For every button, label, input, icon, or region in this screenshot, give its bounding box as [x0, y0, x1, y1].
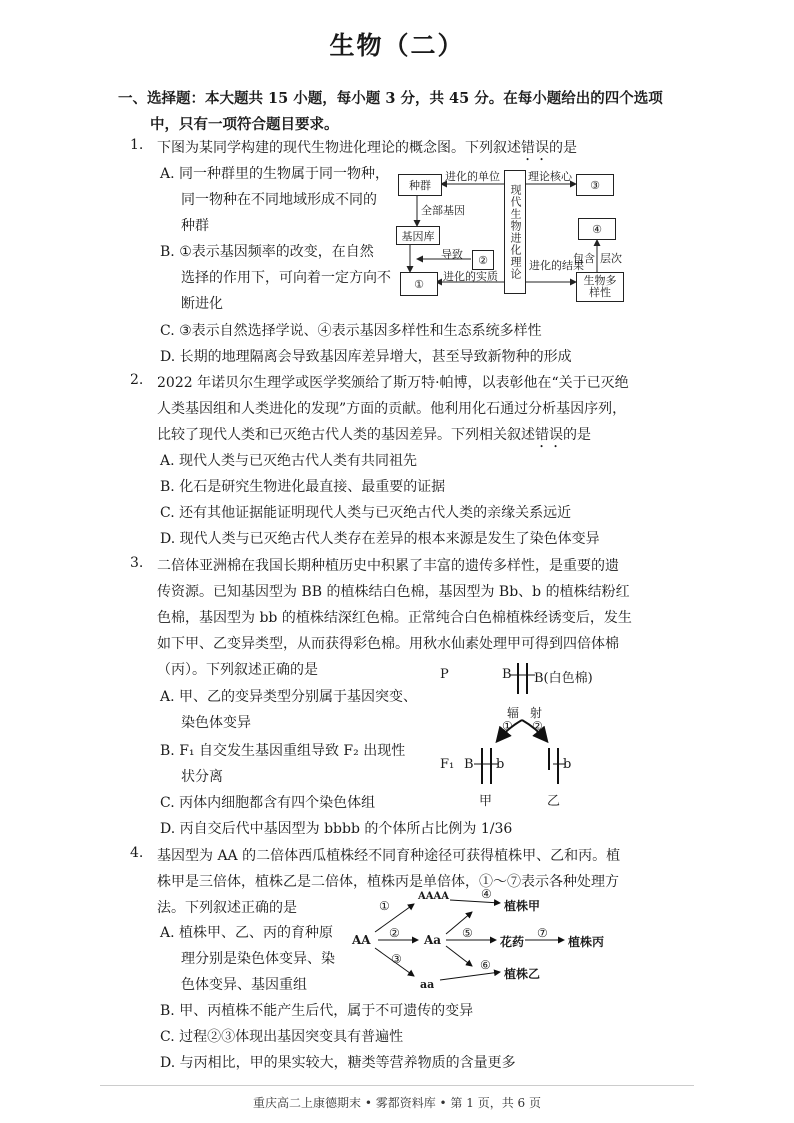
- q3-label-jia-b-small: b: [496, 757, 505, 772]
- q1-option-b-line3: 断进化: [181, 296, 223, 312]
- biodiversity-box: 生物多样性: [576, 272, 624, 302]
- q4-label-c7: ⑦: [537, 926, 548, 940]
- q4-option-d: D. 与丙相比，甲的果实较大，糖类等营养物质的含量更多: [160, 1055, 516, 1071]
- q3-stem-line2: 传资源。已知基因型为 BB 的植株结白色棉，基因型为 Bb、b 的植株结粉红: [157, 584, 630, 600]
- label-lead-to: 导致: [441, 248, 463, 261]
- q3-option-c: C. 丙体内细胞都含有四个染色体组: [160, 795, 376, 811]
- q1-option-b-line2: 选择的作用下，可向着一定方向不: [181, 270, 391, 286]
- q4-option-c: C. 过程②③体现出基因突变具有普遍性: [160, 1029, 404, 1045]
- circle3-box: ③: [576, 174, 614, 196]
- label-result: 进化的结果: [529, 259, 584, 272]
- section-header-line2: 中，只有一项符合题目要求。: [150, 116, 339, 133]
- q4-label-aa-hetero: Aa: [424, 933, 442, 947]
- q3-label-yi-b: b: [563, 757, 572, 772]
- q4-number: 4.: [130, 845, 144, 861]
- q4-label-plant-c: 植株丙: [568, 935, 605, 949]
- q3-label-jia-b-big: B: [464, 757, 474, 772]
- q1-option-a-line1: A. 同一种群里的生物属于同一物种，: [160, 166, 390, 182]
- q3-stem-line1: 二倍体亚洲棉在我国长期种植历史中积累了丰富的遗传多样性，是重要的遗: [157, 558, 619, 574]
- q4-label-aaaa: AAAA: [418, 891, 450, 902]
- label-level: 层次: [600, 252, 622, 265]
- q2-option-d: D. 现代人类与已灭绝古代人类存在差异的根本来源是发生了染色体变异: [160, 531, 600, 547]
- q3-label-p: P: [440, 667, 449, 682]
- q2-number: 2.: [130, 372, 144, 388]
- q3-option-d: D. 丙自交后代中基因型为 bbbb 的个体所占比例为 1/36: [160, 821, 513, 837]
- q2-option-b: B. 化石是研究生物进化最直接、最重要的证据: [160, 479, 446, 495]
- center-theory-box: 现代生物进化理论: [504, 170, 526, 294]
- q3-option-a-line1: A. 甲、乙的变异类型分别属于基因突变、: [160, 689, 418, 705]
- gene-pool-box: 基因库: [396, 226, 440, 245]
- q1-number: 1.: [130, 137, 144, 153]
- q1-stem-emphasis: 错误: [521, 140, 549, 156]
- q1-option-d: D. 长期的地理隔离会导致基因库差异增大，甚至导致新物种的形成: [160, 349, 572, 365]
- q4-label-aa-start: AA: [352, 933, 371, 947]
- q2-stem-line2: 人类基因组和人类进化的发现”方面的贡献。他利用化石通过分析基因序列，: [157, 401, 627, 417]
- q4-stem-line1: 基因型为 AA 的二倍体西瓜植株经不同育种途径可获得植株甲、乙和丙。植: [157, 848, 621, 864]
- q1-option-a-line2: 同一物种在不同地域形成不同的: [181, 192, 377, 208]
- q2-option-c: C. 还有其他证据能证明现代人类与已灭绝古代人类的亲缘关系远近: [160, 505, 572, 521]
- q3-label-b-left: B: [502, 667, 512, 682]
- q3-label-c1: ①: [502, 719, 513, 733]
- q3-label-c2: ②: [532, 719, 543, 733]
- footer-divider: [100, 1085, 694, 1086]
- q2-stem-line3-c: 的是: [563, 427, 591, 443]
- q4-stem-line3: 法。下列叙述正确的是: [157, 900, 297, 916]
- q4-stem-line2: 株甲是三倍体，植株乙是二倍体，植株丙是单倍体，①～⑦表示各种处理方: [157, 874, 619, 890]
- page-footer: 重庆高二上康德期末 • 雾都资料库 • 第 1 页，共 6 页: [253, 1096, 541, 1110]
- q3-stem-line4: 如下甲、乙变异类型，从而获得彩色棉。用秋水仙素处理甲可得到四倍体棉: [157, 636, 619, 652]
- circle2-box: ②: [472, 250, 494, 270]
- q2-option-a: A. 现代人类与已灭绝古代人类有共同祖先: [160, 453, 418, 469]
- q2-stem-line1: 2022 年诺贝尔生理学或医学奖颁给了斯万特·帕博，以表彰他在“关于已灭绝: [157, 375, 629, 391]
- q1-option-c: C. ③表示自然选择学说、④表示基因多样性和生态系统多样性: [160, 323, 542, 339]
- q3-stem-line5: （丙）。下列叙述正确的是: [157, 662, 318, 678]
- q4-label-c3: ③: [391, 952, 402, 966]
- q3-label-f1: F₁: [440, 757, 455, 772]
- q4-option-a-line2: 理分别是染色体变异、染: [181, 951, 335, 967]
- q1-option-a-line3: 种群: [181, 218, 209, 234]
- q4-label-c6: ⑥: [480, 958, 491, 972]
- q4-option-a-line1: A. 植株甲、乙、丙的育种原: [160, 925, 334, 941]
- q4-label-plant-a: 植株甲: [504, 899, 541, 913]
- section-header-line1: 一、选择题：本大题共 15 小题，每小题 3 分，共 45 分。在每小题给出的四个选项: [118, 90, 663, 107]
- label-contain: 包含: [573, 252, 595, 265]
- q4-label-aa-recessive: aa: [420, 978, 435, 991]
- page-title: 生物（二）: [329, 31, 465, 60]
- q4-label-c2: ②: [389, 926, 400, 940]
- q3-label-radiation-1: 辐: [507, 706, 520, 720]
- q4-option-b: B. 甲、丙植株不能产生后代，属于不可遗传的变异: [160, 1003, 474, 1019]
- q3-stem-line3: 色棉，基因型为 bb 的植株结深红色棉。正常纯合白色棉植株经诱变后，发生: [157, 610, 632, 626]
- q2-stem-emphasis: 错误: [535, 427, 563, 443]
- q3-option-b-line1: B. F₁ 自交发生基因重组导致 F₂ 出现性: [160, 743, 406, 759]
- label-unit: 进化的单位: [445, 170, 500, 183]
- q3-label-jia: 甲: [479, 794, 493, 809]
- q3-number: 3.: [130, 555, 144, 571]
- label-essence: 进化的实质: [443, 270, 498, 283]
- q3-label-b-right: B(白色棉): [534, 671, 593, 686]
- label-core: 理论核心: [528, 170, 572, 183]
- q1-stem-c: 的是: [549, 140, 577, 156]
- q2-stem-line3-a: 比较了现代人类和已灭绝古代人类的基因差异。下列相关叙述: [157, 427, 535, 443]
- q4-label-c5: ⑤: [462, 926, 473, 940]
- q4-option-a-line3: 色体变异、基因重组: [181, 977, 307, 993]
- q1-stem-a: 下图为某同学构建的现代生物进化理论的概念图。下列叙述: [157, 140, 521, 156]
- q3-option-b-line2: 状分离: [181, 769, 223, 785]
- q4-label-c4: ④: [481, 887, 492, 901]
- q4-label-c1: ①: [379, 899, 390, 913]
- q4-label-pollen: 花药: [500, 935, 525, 949]
- q3-label-radiation-2: 射: [530, 706, 543, 720]
- label-all-genes: 全部基因: [421, 204, 465, 217]
- q1-option-b-line1: B. ①表示基因频率的改变，在自然: [160, 244, 374, 260]
- circle1-box: ①: [400, 272, 438, 296]
- population-box: 种群: [398, 174, 442, 196]
- circle4-box: ④: [578, 218, 616, 240]
- q4-label-plant-b: 植株乙: [504, 967, 541, 981]
- q3-label-yi: 乙: [547, 794, 561, 809]
- q3-option-a-line2: 染色体变异: [181, 715, 251, 731]
